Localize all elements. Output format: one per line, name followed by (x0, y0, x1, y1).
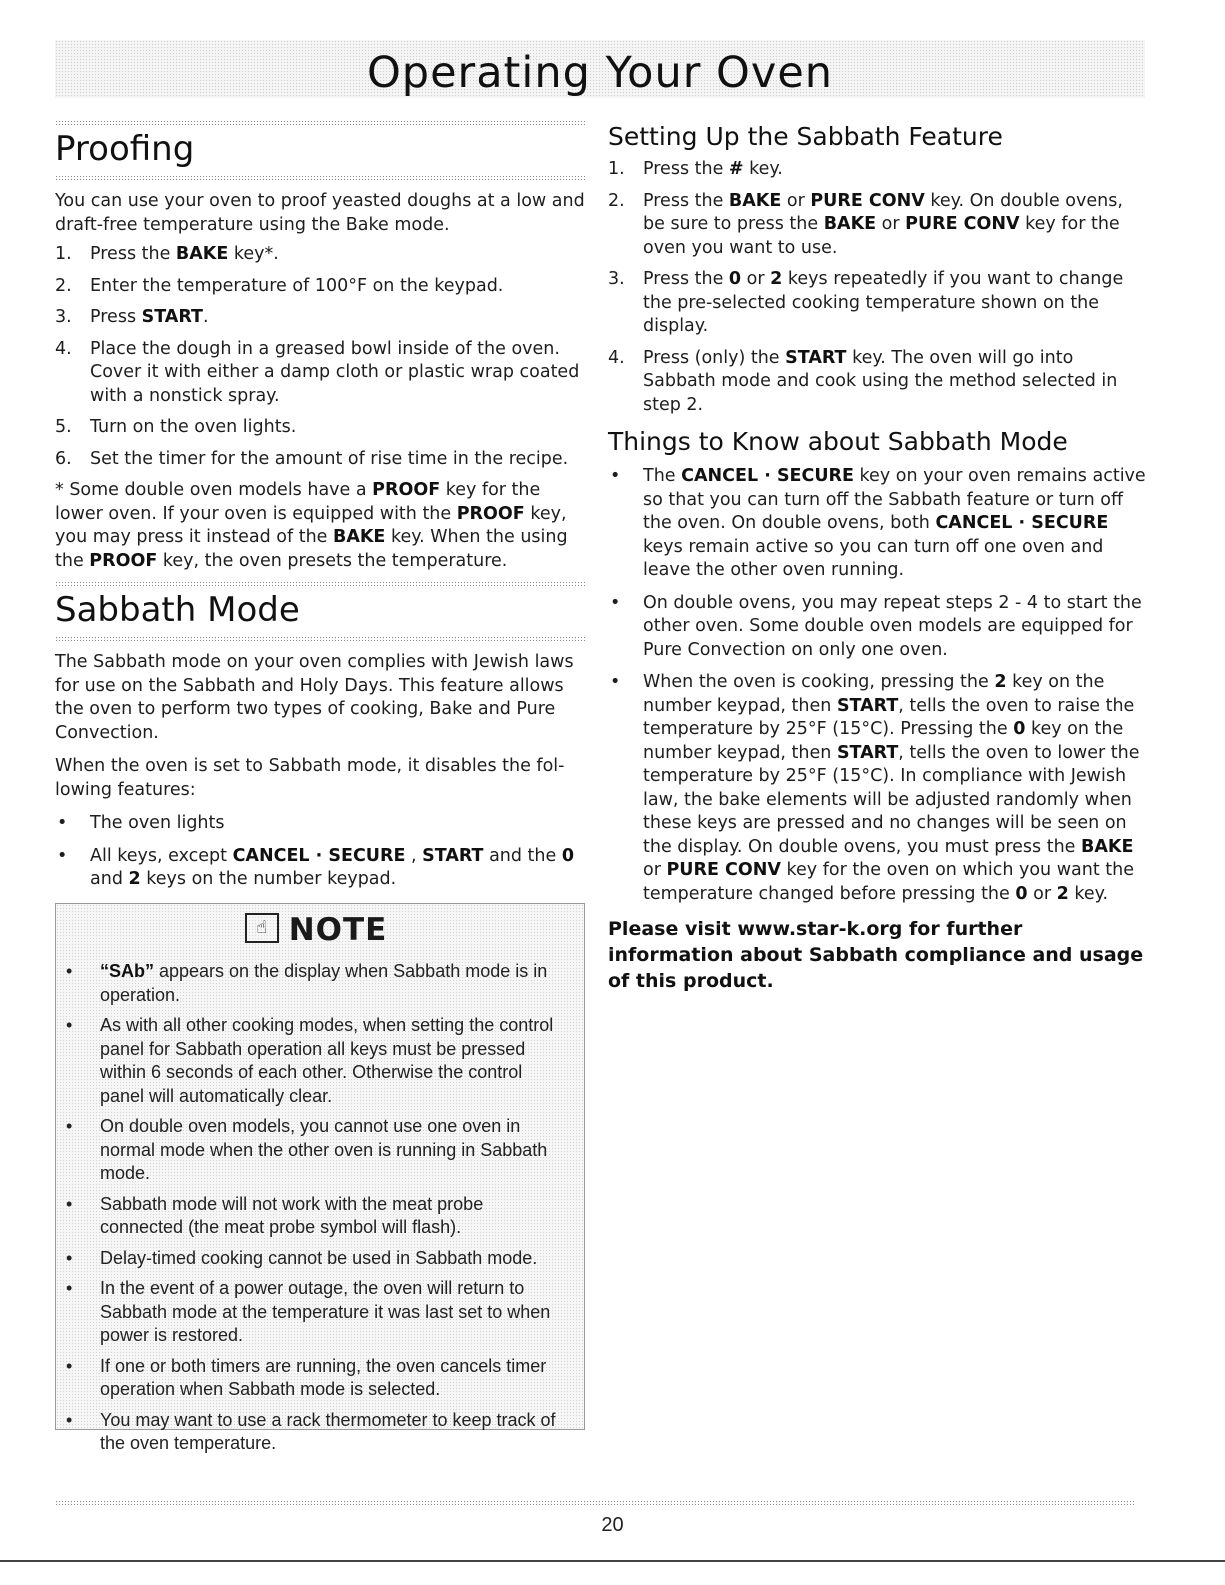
proofing-intro: You can use your oven to proof yeasted doughs at a low and draft-free temperature using the Bake mode. (55, 191, 585, 235)
list-item: 4. Press (only) the START key. The oven will go into Sabbath mode and cook using the method selected in step 2. (608, 347, 1118, 415)
page-number: 20 (601, 1514, 624, 1536)
list-item: 3. Press START. (55, 307, 209, 327)
page-header (55, 40, 1145, 98)
section-divider (55, 175, 585, 180)
disabled-features-list (55, 812, 585, 892)
setup-title: Setting Up the Sabbath Feature (608, 122, 1003, 151)
list-item: 3. Press the 0 or 2 keys repeatedly if you want to change the pre-selected cooking temperature shown on the display. (608, 269, 1124, 336)
list-item: • In the event of a power outage, the oven will return to Sabbath mode at the temperature it was last set to when power is restored. (62, 1277, 570, 1348)
proofing-title: Proofing (55, 129, 195, 169)
list-item: • You may want to use a rack thermometer to keep track of the oven temperature. (62, 1409, 570, 1456)
list-item: • When the oven is cooking, pressing the 2 key on the number keypad, then START, tells the oven to raise the temperature by 25°F (15°C). Pressing the 0 key on the number keypad, then START, tells the oven to lower the temperature by 25°F (15°C). In compliance with Jewish law, the bake elements will be adjusted randomly when these keys are pressed and no changes will be seen on the display. On double ovens, you must press the BAKE or PURE CONV key for the oven on which you want the temperature changed before pressing the 0 or 2 key. (608, 671, 1148, 906)
note-header (62, 912, 570, 954)
list-item: • As with all other cooking modes, when setting the control panel for Sabbath operation all keys must be pressed within 6 seconds of each other. Otherwise the control panel will automatically clear. (62, 1014, 570, 1108)
section-divider (55, 581, 585, 586)
list-item: 5. Turn on the oven lights. (55, 417, 297, 437)
section-divider (55, 636, 585, 641)
note-title: NOTE (288, 912, 388, 948)
bottom-rule (0, 1560, 1225, 1562)
list-item: 6. Set the timer for the amount of rise time in the recipe. (55, 448, 569, 469)
left-column (55, 120, 585, 901)
visit-notice: Please visit www.star-k.org for further information about Sabbath compliance and usage of this product. (608, 918, 1144, 992)
list-item: • On double oven models, you cannot use one oven in normal mode when the other oven is running in Sabbath mode. (62, 1115, 570, 1186)
list-item: 4. Place the dough in a greased bowl inside of the oven. Cover it with either a damp cloth or plastic wrap coated with a nonstick spray. (55, 338, 580, 406)
proof-footnote: * Some double oven models have a PROOF key for the lower oven. If your oven is equipped with the PROOF key, you may press it instead of the BAKE key. When the using the PROOF key, the oven presets the temperature. (55, 480, 568, 571)
note-list (62, 960, 570, 1456)
hand-note-icon: ☝ (245, 913, 279, 943)
sabbath-title: Sabbath Mode (55, 590, 300, 630)
page-title: Operating Your Oven (366, 48, 834, 98)
setup-steps (608, 158, 1148, 417)
list-item: • The CANCEL · SECURE key on your oven remains active so that you can turn off the Sabbath feature or turn off the oven. On double ovens, both CANCEL · SECURE keys remain active so you can turn off one oven and leave the other oven running. (608, 465, 1148, 583)
list-item: 1. Press the # key. (608, 159, 783, 179)
list-item: 1. Press the BAKE key*. (55, 244, 279, 264)
list-item: 2. Enter the temperature of 100°F on the keypad. (55, 275, 504, 296)
proofing-steps (55, 243, 585, 471)
things-list (608, 465, 1148, 906)
list-item: • All keys, except CANCEL · SECURE , START and the 0 and 2 keys on the number keypad. (55, 845, 585, 892)
footer-divider (55, 1500, 1135, 1505)
list-item: • Delay-timed cooking cannot be used in Sabbath mode. (62, 1247, 570, 1271)
right-column (608, 120, 1148, 994)
list-item: • “SAb” appears on the display when Sabbath mode is in operation. (62, 960, 570, 1007)
list-item: • On double ovens, you may repeat steps 2 - 4 to start the other oven. Some double oven models are equipped for Pure Convection on only one oven. (608, 592, 1148, 663)
section-divider (55, 120, 585, 125)
list-item: • Sabbath mode will not work with the meat probe connected (the meat probe symbol will flash). (62, 1193, 570, 1240)
list-item: • The oven lights (55, 812, 585, 836)
things-title: Things to Know about Sabbath Mode (608, 427, 1068, 456)
sabbath-intro: The Sabbath mode on your oven complies with Jewish laws for use on the Sabbath and Holy Days. This feature allows the oven to perform two types of cooking, Bake and Pure Convection. (55, 652, 574, 743)
note-box (55, 903, 585, 1453)
list-item: 2. Press the BAKE or PURE CONV key. On double ovens, be sure to press the BAKE or PURE CONV key for the oven you want to use. (608, 190, 1123, 258)
sabbath-disables: When the oven is set to Sabbath mode, it disables the fol-lowing features: (55, 756, 565, 800)
list-item: • If one or both timers are running, the oven cancels timer operation when Sabbath mode is selected. (62, 1355, 570, 1402)
